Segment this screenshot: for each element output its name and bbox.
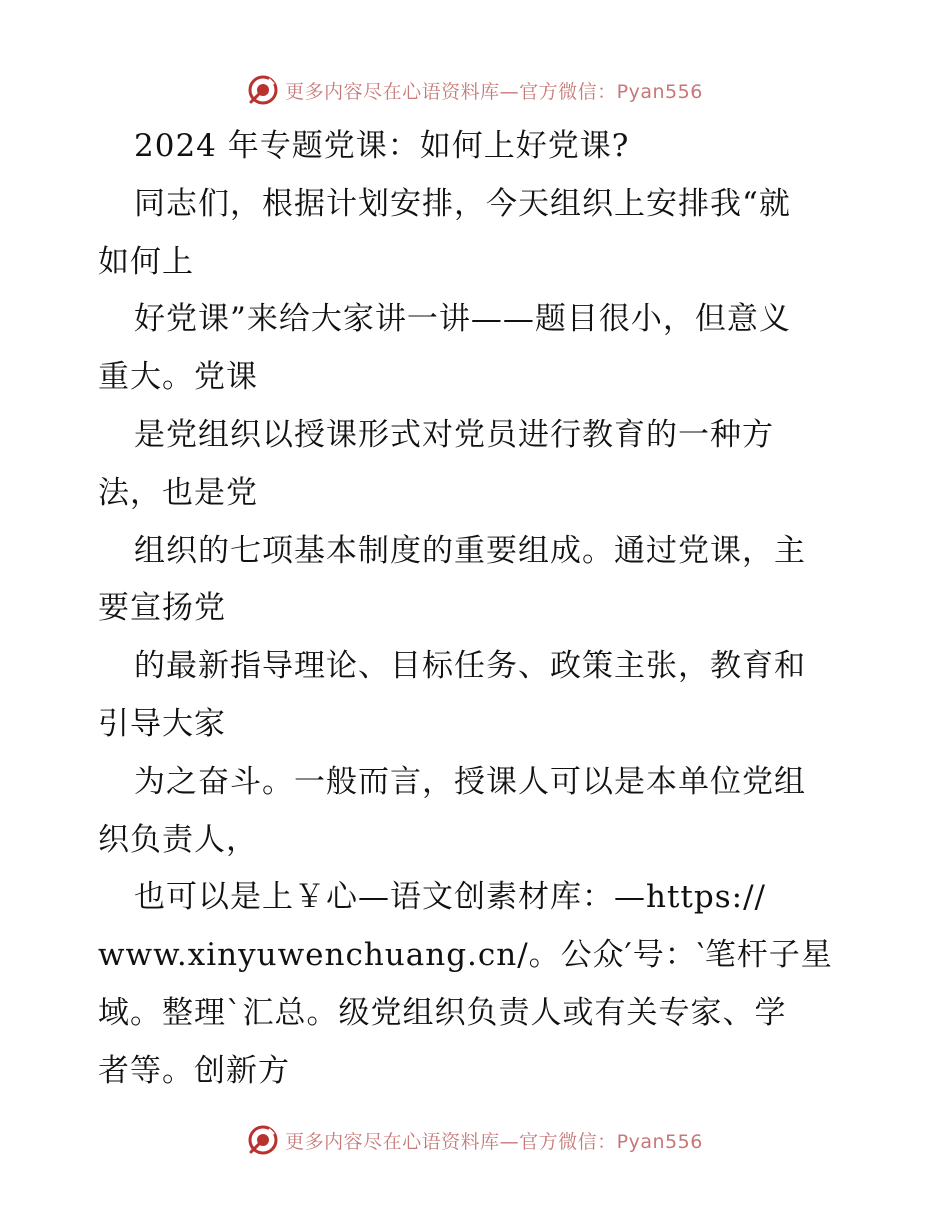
red-pen-seal-logo-icon [247, 74, 279, 106]
red-pen-seal-logo-icon [247, 1124, 279, 1156]
paragraph-line: 法，也是党 [98, 474, 258, 511]
paragraph-line: 要宣扬党 [98, 590, 226, 627]
paragraph-line: 域。整理`汇总。级党组织负责人或有关专家、学 [98, 994, 787, 1031]
paragraph-line: 者等。创新方 [98, 1052, 290, 1089]
header-banner [0, 70, 950, 110]
paragraph-line: www.xinyuwenchuang.cn/。公众′号：‵笔杆子星 [98, 937, 833, 974]
paragraph-line: 好党课”来给大家讲一讲——题目很小，但意义 [134, 301, 791, 338]
document-body [98, 118, 858, 1101]
paragraph-line: 为之奋斗。一般而言，授课人可以是本单位党组 [134, 763, 806, 800]
paragraph-line: 也可以是上￥心—语文创素材库：—https:// [134, 879, 766, 916]
paragraph-line: 如何上 [98, 243, 194, 280]
paragraph-line: 组织的七项基本制度的重要组成。通过党课，主 [134, 532, 806, 569]
paragraph-line: 引导大家 [98, 705, 226, 742]
paragraph-line: 同志们，根据计划安排，今天组织上安排我“就 [134, 185, 791, 222]
footer-banner-text: 更多内容尽在心语资料库—官方微信：Pyan556 [285, 1130, 703, 1153]
paragraph-line: 的最新指导理论、目标任务、政策主张，教育和 [134, 648, 806, 685]
paragraph-line: 织负责人， [98, 821, 258, 858]
paragraph-line: 是党组织以授课形式对党员进行教育的一种方 [134, 416, 774, 453]
footer-banner [0, 1120, 950, 1160]
header-banner-text: 更多内容尽在心语资料库—官方微信：Pyan556 [285, 80, 703, 103]
document-title: 2024 年专题党课：如何上好党课? [134, 128, 630, 164]
paragraph-line: 重大。党课 [98, 359, 258, 396]
